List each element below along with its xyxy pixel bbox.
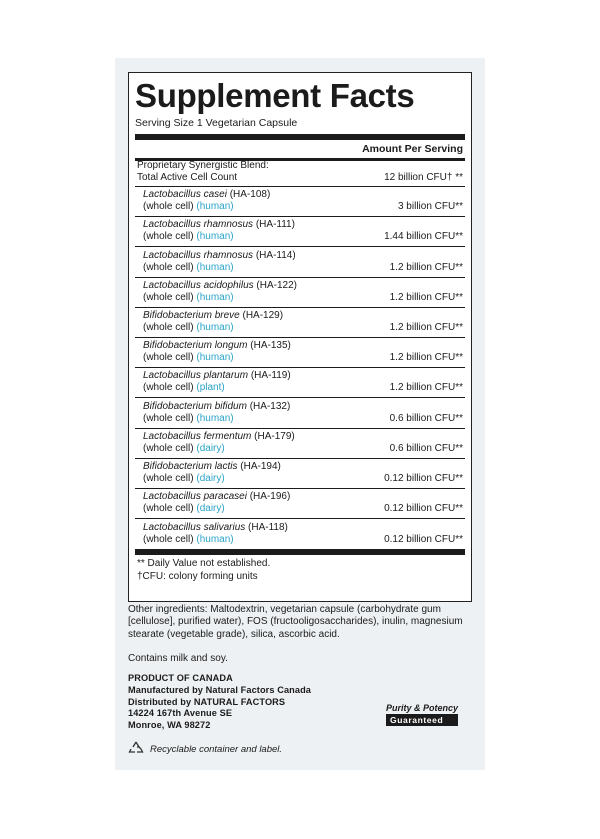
strain-name <box>143 522 288 546</box>
strain-code: (HA-135) <box>247 340 291 352</box>
strain-code: (HA-129) <box>239 309 284 321</box>
strain-name <box>143 310 283 334</box>
strain-amount: 1.44 billion CFU** <box>384 231 463 243</box>
strain-type: (whole cell) <box>143 231 197 243</box>
badge-top: Purity & Potency <box>386 703 459 713</box>
strain-species: Bifidobacterium breve <box>143 309 240 321</box>
strain-type: (whole cell) <box>143 503 197 515</box>
strain-name <box>143 401 290 425</box>
strain-code: (HA-196) <box>246 491 291 503</box>
strain-type: (whole cell) <box>143 412 197 424</box>
strain-row <box>135 278 465 308</box>
strain-source: (human) <box>196 261 234 273</box>
supplement-facts-panel <box>128 72 472 602</box>
footnote-dv: ** Daily Value not established. <box>137 558 271 570</box>
strain-amount: 1.2 billion CFU** <box>389 291 463 303</box>
strain-code: (HA-114) <box>253 249 296 261</box>
strain-type: (whole cell) <box>143 321 197 333</box>
strain-row <box>135 489 465 519</box>
strain-species: Lactobacillus casei <box>143 189 227 201</box>
manufactured-by: Manufactured by Natural Factors Canada <box>128 684 311 695</box>
strain-row <box>135 187 465 217</box>
blend-name <box>137 160 269 184</box>
panel-title: Supplement Facts <box>135 77 415 114</box>
strain-type: (whole cell) <box>143 261 197 273</box>
strain-row <box>135 368 465 398</box>
strain-species: Bifidobacterium lactis <box>143 460 238 472</box>
strain-species: Lactobacillus plantarum <box>143 370 249 382</box>
strain-source: (dairy) <box>196 503 225 515</box>
strain-species: Bifidobacterium bifidum <box>143 400 247 412</box>
recycle-note <box>128 740 282 759</box>
strain-code: (HA-119) <box>248 370 291 382</box>
strain-source: (human) <box>196 352 234 364</box>
strain-type: (whole cell) <box>143 382 197 394</box>
footnote-cfu: †CFU: colony forming units <box>137 570 258 582</box>
strain-name <box>143 431 295 455</box>
purity-potency-badge <box>386 703 458 726</box>
blend-amount: 12 billion CFU† ** <box>384 172 463 183</box>
strain-type: (whole cell) <box>143 291 197 303</box>
serving-size: Serving Size 1 Vegetarian Capsule <box>135 117 298 129</box>
strain-type: (whole cell) <box>143 352 197 364</box>
strain-name <box>143 340 291 364</box>
strain-code: (HA-118) <box>245 522 288 534</box>
amount-per-serving-header: Amount Per Serving <box>362 143 463 155</box>
strain-species: Bifidobacterium longum <box>143 340 248 352</box>
strain-row <box>135 398 465 428</box>
address-city: Monroe, WA 98272 <box>128 720 211 731</box>
distributed-by: Distributed by NATURAL FACTORS <box>128 696 286 707</box>
strain-code: (HA-111) <box>253 219 295 231</box>
strain-type: (whole cell) <box>143 442 197 454</box>
strain-source: (human) <box>196 231 234 243</box>
strain-species: Lactobacillus acidophilus <box>143 279 254 291</box>
strain-species: Lactobacillus paracasei <box>143 491 247 503</box>
blend-line-2: Total Active Cell Count <box>137 172 238 183</box>
blend-row <box>135 161 465 187</box>
strain-amount: 0.12 billion CFU** <box>384 472 463 484</box>
strain-name <box>143 461 281 485</box>
strain-name <box>143 189 270 213</box>
address-street: 14224 167th Avenue SE <box>128 708 233 719</box>
strain-source: (human) <box>196 321 234 333</box>
strain-code: (HA-179) <box>251 430 295 442</box>
strain-species: Lactobacillus rhamnosus <box>143 249 254 261</box>
strain-row <box>135 459 465 489</box>
allergen-statement: Contains milk and soy. <box>128 653 228 664</box>
recycle-icon <box>128 740 144 759</box>
other-ingredients: Other ingredients: Maltodextrin, vegetarian capsule (carbohydrate gum [cellulose], purified water), FOS (fructooligosaccharides), inulin, magnesium stearate (vegetable grade), silica, ascorbic acid. <box>128 604 463 640</box>
strain-species: Lactobacillus fermentum <box>143 430 252 442</box>
strain-source: (human) <box>196 412 234 424</box>
strain-type: (whole cell) <box>143 534 197 546</box>
strain-name <box>143 370 291 394</box>
strain-source: (human) <box>196 291 234 303</box>
strain-row <box>135 308 465 338</box>
strain-source: (dairy) <box>196 442 225 454</box>
strain-amount: 0.6 billion CFU** <box>389 412 463 424</box>
strain-amount: 1.2 billion CFU** <box>389 261 463 273</box>
strain-amount: 1.2 billion CFU** <box>389 352 463 364</box>
strain-type: (whole cell) <box>143 201 197 213</box>
strain-name <box>143 250 296 274</box>
strain-source: (human) <box>196 534 234 546</box>
strain-type: (whole cell) <box>143 472 197 484</box>
strain-amount: 1.2 billion CFU** <box>389 382 463 394</box>
strain-row <box>135 429 465 459</box>
strain-amount: 0.12 billion CFU** <box>384 534 463 546</box>
strain-species: Lactobacillus salivarius <box>143 522 246 534</box>
strain-name <box>143 219 295 243</box>
strain-row <box>135 217 465 247</box>
strain-code: (HA-194) <box>237 460 281 472</box>
strain-source: (human) <box>196 201 234 213</box>
strain-code: (HA-108) <box>226 189 271 201</box>
footnotes <box>135 555 465 586</box>
strain-list <box>135 187 465 549</box>
strain-name <box>143 280 297 304</box>
strain-source: (dairy) <box>196 472 225 484</box>
strain-code: (HA-132) <box>246 400 291 412</box>
strain-amount: 0.6 billion CFU** <box>389 442 463 454</box>
strain-code: (HA-122) <box>253 279 297 291</box>
strain-amount: 3 billion CFU** <box>397 201 463 213</box>
blend-line-1: Proprietary Synergistic Blend: <box>137 160 269 171</box>
strain-species: Lactobacillus rhamnosus <box>143 219 254 231</box>
strain-row <box>135 247 465 277</box>
strain-name <box>143 491 290 515</box>
strain-row <box>135 519 465 549</box>
strain-source: (plant) <box>196 382 225 394</box>
recycle-text: Recyclable container and label. <box>150 744 283 755</box>
country-of-origin: PRODUCT OF CANADA <box>128 673 233 683</box>
badge-bottom: Guaranteed <box>386 714 458 726</box>
manufacturer-info <box>128 673 311 732</box>
strain-amount: 1.2 billion CFU** <box>389 321 463 333</box>
strain-row <box>135 338 465 368</box>
strain-amount: 0.12 billion CFU** <box>384 503 463 515</box>
